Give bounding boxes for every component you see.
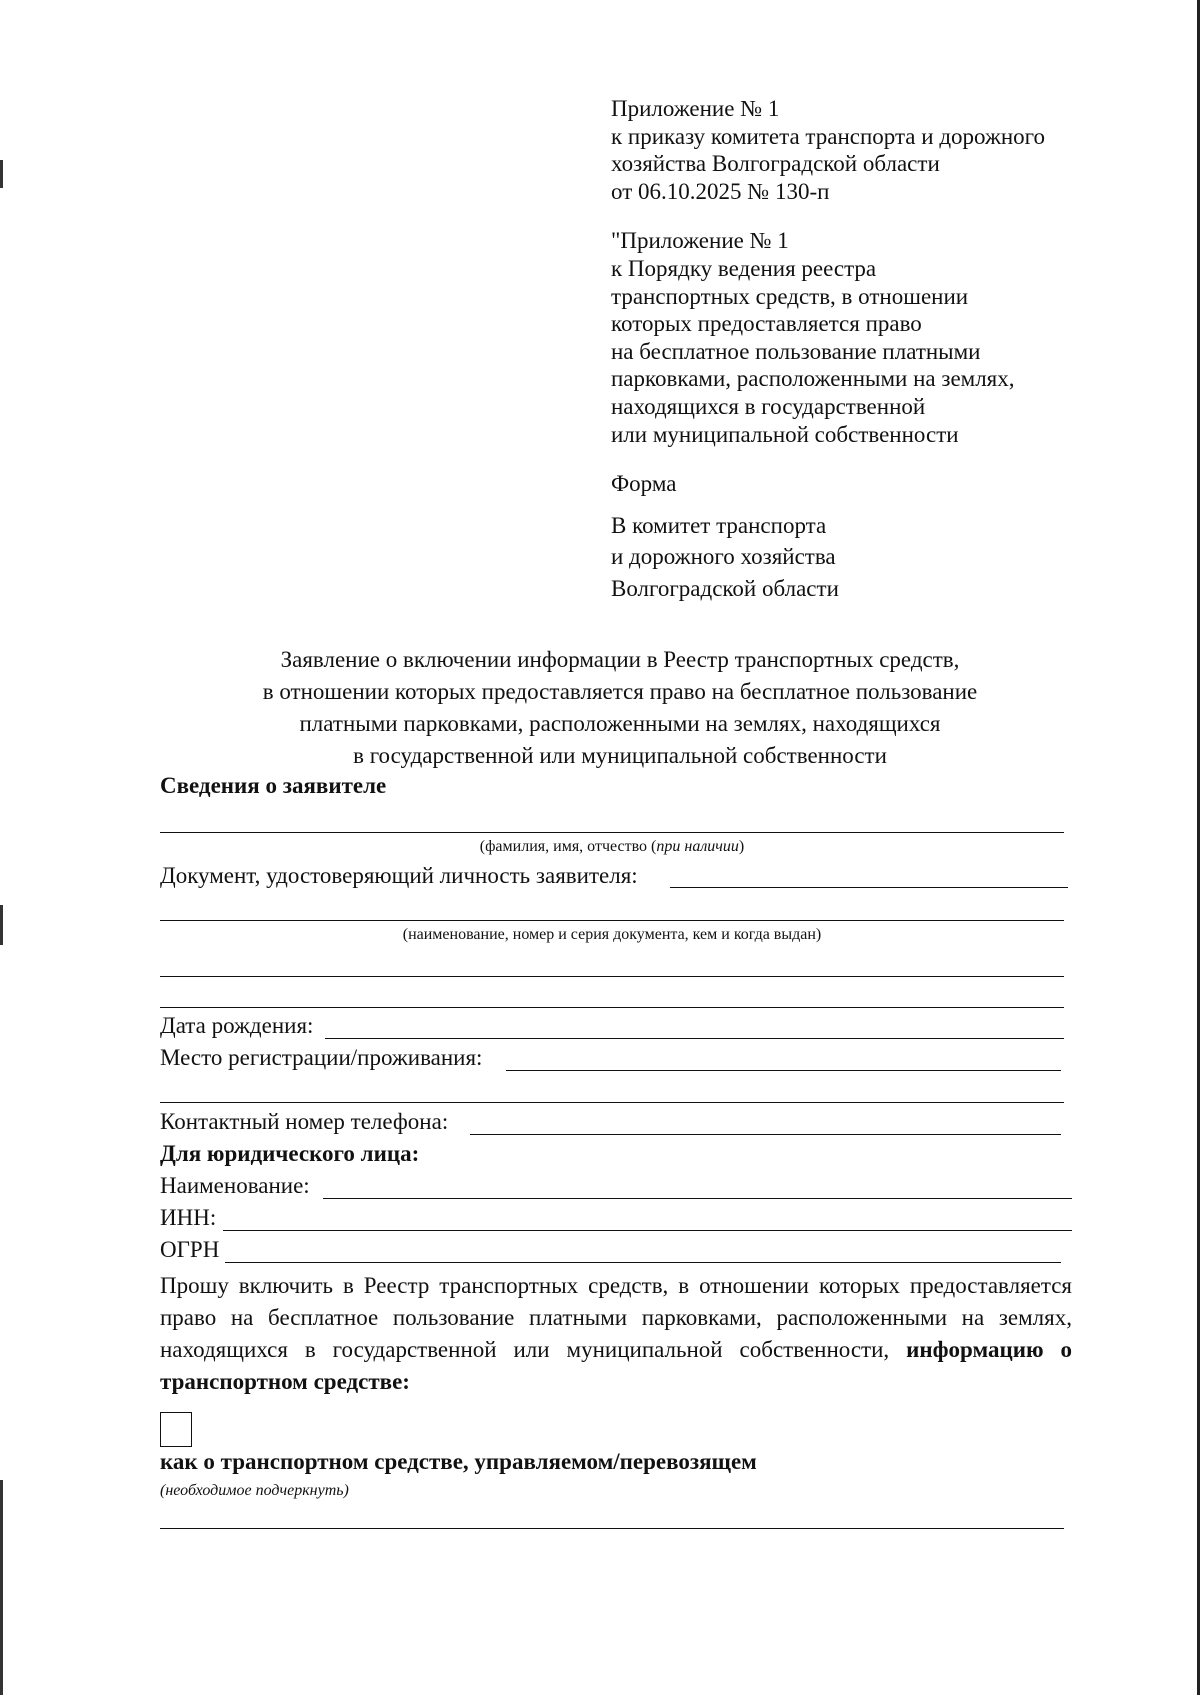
annex-order-line: хозяйства Волгоградской области: [611, 151, 940, 177]
legal-entity-heading: Для юридического лица:: [160, 1141, 420, 1166]
appendix-line: на бесплатное пользование платными: [611, 338, 981, 364]
scan-edge-mark: [0, 1480, 3, 1695]
document-field-line2[interactable]: [160, 920, 1064, 921]
vehicle-option-label: как о транспортном средстве, управляемом/перевозящем: [160, 1449, 757, 1474]
addressee-line: В комитет транспорта: [611, 512, 827, 538]
inn-field[interactable]: [223, 1230, 1072, 1231]
addressee-line: Волгоградской области: [611, 575, 839, 601]
title-line: Заявление о включении информации в Реестр транспортных средств,: [280, 647, 960, 672]
addressee-block: [611, 510, 1091, 605]
applicant-heading: Сведения о заявителе: [160, 773, 387, 798]
annex-title: Приложение № 1: [611, 96, 780, 121]
birth-date-field[interactable]: [325, 1038, 1064, 1039]
request-text: Прошу включить в Реестр транспортных средств, в отношении которых предоставляется право на бесплатное пользование платными парковками, расположенными на землях, находящихся в государственной или муниципальной собственности,: [160, 1273, 1072, 1362]
annex-order-line: к приказу комитета транспорта и дорожного: [611, 123, 1046, 149]
document-hint: (наименование, номер и серия документа, кем и когда выдан): [402, 926, 822, 943]
appendix-line: которых предоставляется право: [611, 311, 922, 337]
document-field-line3[interactable]: [160, 976, 1064, 977]
appendix-line: находящихся в государственной: [611, 393, 926, 419]
inn-label: ИНН:: [160, 1205, 217, 1230]
vehicle-checkbox[interactable]: [160, 1412, 192, 1447]
title-line: в отношении которых предоставляется право на бесплатное пользование: [262, 679, 978, 704]
appendix-title: "Приложение № 1: [611, 228, 789, 254]
appendix-line: транспортных средств, в отношении: [611, 283, 969, 309]
appendix-line: или муниципальной собственности: [611, 421, 959, 447]
fio-hint: (фамилия, имя, отчество (при наличии): [479, 838, 745, 855]
document-field-line4[interactable]: [160, 1007, 1064, 1008]
document-field[interactable]: [670, 887, 1068, 888]
request-bold-text: информацию о транспортном средстве:: [160, 1337, 1072, 1394]
title-line: платными парковками, расположенными на землях, находящихся: [299, 711, 941, 736]
address-field-line2[interactable]: [160, 1102, 1064, 1103]
application-title: [180, 644, 1060, 772]
ogrn-label: ОГРН: [160, 1237, 220, 1262]
appendix-line: парковками, расположенными на землях,: [611, 366, 1015, 392]
scan-edge-mark: [0, 905, 3, 945]
phone-label: Контактный номер телефона:: [160, 1109, 449, 1134]
fio-field[interactable]: [160, 832, 1064, 833]
annex-order-date: от 06.10.2025 № 130-п: [611, 178, 830, 204]
appendix-line: к Порядку ведения реестра: [611, 255, 877, 281]
request-paragraph: [160, 1270, 1072, 1398]
ogrn-field[interactable]: [225, 1262, 1061, 1263]
address-label: Место регистрации/проживания:: [160, 1045, 483, 1070]
vehicle-field[interactable]: [160, 1528, 1064, 1529]
annex-block: [611, 95, 1091, 604]
underline-note: (необходимое подчеркнуть): [160, 1482, 349, 1499]
title-line: в государственной или муниципальной собственности: [353, 743, 887, 768]
form-label: Форма: [611, 471, 677, 497]
org-name-field[interactable]: [323, 1198, 1072, 1199]
addressee-line: и дорожного хозяйства: [611, 544, 836, 570]
document-label: Документ, удостоверяющий личность заявителя:: [160, 863, 638, 888]
phone-field[interactable]: [470, 1134, 1061, 1135]
birth-date-label: Дата рождения:: [160, 1013, 314, 1038]
scan-edge-mark: [0, 160, 3, 188]
address-field[interactable]: [506, 1070, 1061, 1071]
org-name-label: Наименование:: [160, 1173, 310, 1198]
